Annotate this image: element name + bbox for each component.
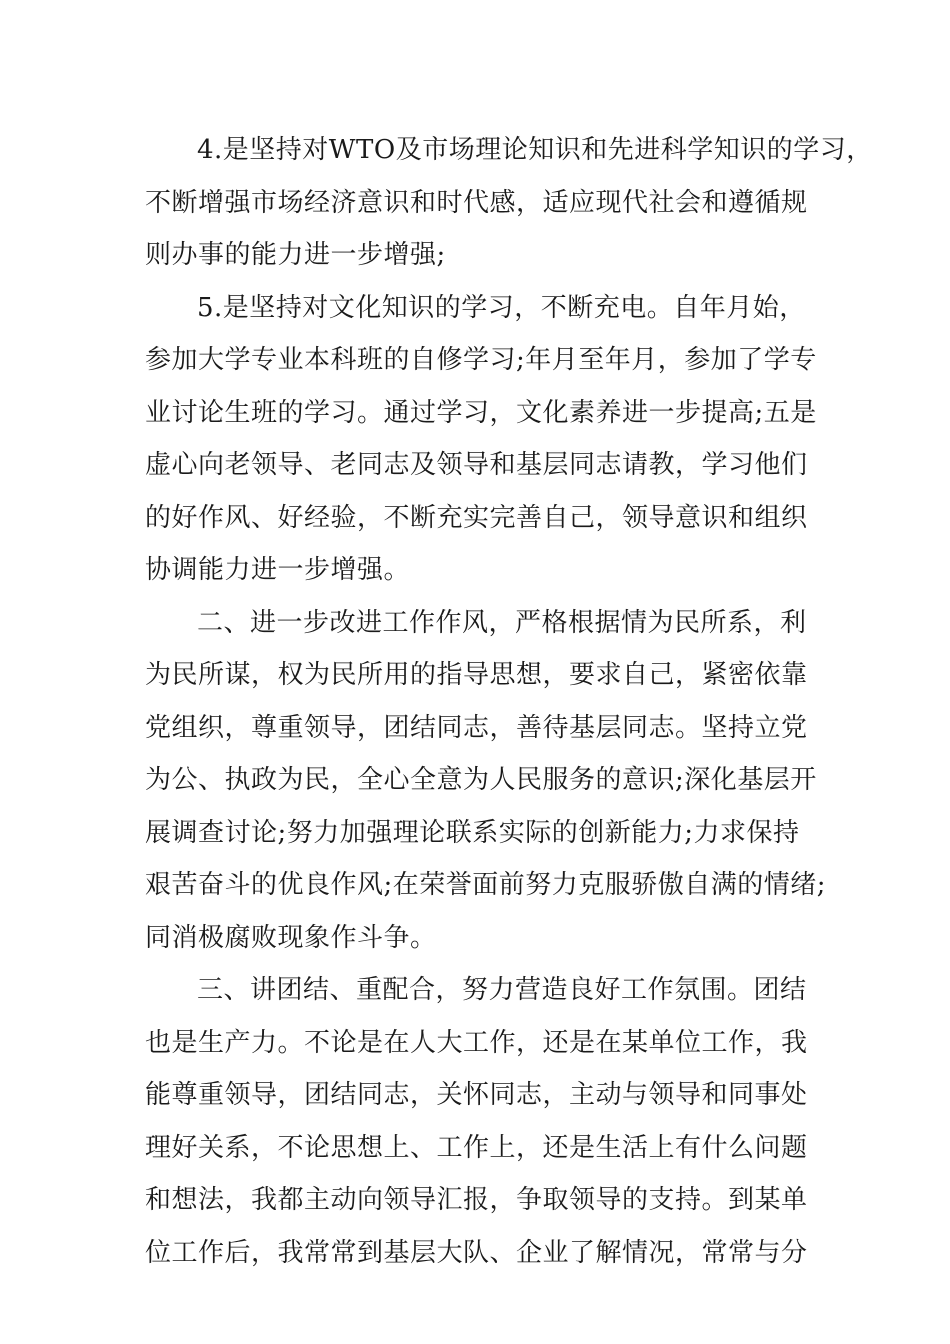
text-line: 和想法，我都主动向领导汇报，争取领导的支持。到某单 xyxy=(145,1185,808,1215)
text-line: 4.是坚持对WTO及市场理论知识和先进科学知识的学习， xyxy=(197,135,873,165)
text-line: 位工作后，我常常到基层大队、企业了解情况，常常与分 xyxy=(145,1237,808,1268)
text-line: 理好关系，不论思想上、工作上，还是生活上有什么问题 xyxy=(145,1132,808,1163)
text-line: 协调能力进一步增强。 xyxy=(145,555,411,585)
text-line: 为公、执政为民，全心全意为人民服务的意识;深化基层开 xyxy=(145,765,817,795)
text-line: 二、进一步改进工作作风，严格根据情为民所系，利 xyxy=(197,607,807,638)
text-line: 党组织，尊重领导，团结同志，善待基层同志。坚持立党 xyxy=(145,712,808,743)
paragraph-1 xyxy=(145,124,873,282)
text-line: 则办事的能力进一步增强; xyxy=(145,240,446,270)
text-line: 也是生产力。不论是在人大工作，还是在某单位工作，我 xyxy=(145,1027,808,1058)
text-line: 为民所谋，权为民所用的指导思想，要求自己，紧密依靠 xyxy=(145,660,808,690)
text-line: 展调查讨论;努力加强理论联系实际的创新能力;力求保持 xyxy=(145,817,800,848)
text-line: 5.是坚持对文化知识的学习，不断充电。自年月始， xyxy=(197,292,806,323)
paragraph-2 xyxy=(145,282,815,597)
document-body xyxy=(145,124,873,1279)
text-line: 不断增强市场经济意识和时代感，适应现代社会和遵循规 xyxy=(145,187,808,218)
text-line: 艰苦奋斗的优良作风;在荣誉面前努力克服骄傲自满的情绪; xyxy=(145,870,827,900)
text-line: 参加大学专业本科班的自修学习;年月至年月，参加了学专 xyxy=(145,345,817,375)
text-line: 能尊重领导，团结同志，关怀同志，主动与领导和同事处 xyxy=(145,1080,808,1110)
text-line: 同消极腐败现象作斗争。 xyxy=(145,922,437,953)
paragraph-3 xyxy=(145,597,827,965)
text-line: 的好作风、好经验，不断充实完善自己，领导意识和组织 xyxy=(145,502,808,533)
text-line: 虚心向老领导、老同志及领导和基层同志请教，学习他们 xyxy=(145,450,808,480)
paragraph-4 xyxy=(145,964,815,1279)
text-line: 三、讲团结、重配合，努力营造良好工作氛围。团结 xyxy=(197,975,807,1005)
text-line: 业讨论生班的学习。通过学习，文化素养进一步提高;五是 xyxy=(145,397,817,428)
